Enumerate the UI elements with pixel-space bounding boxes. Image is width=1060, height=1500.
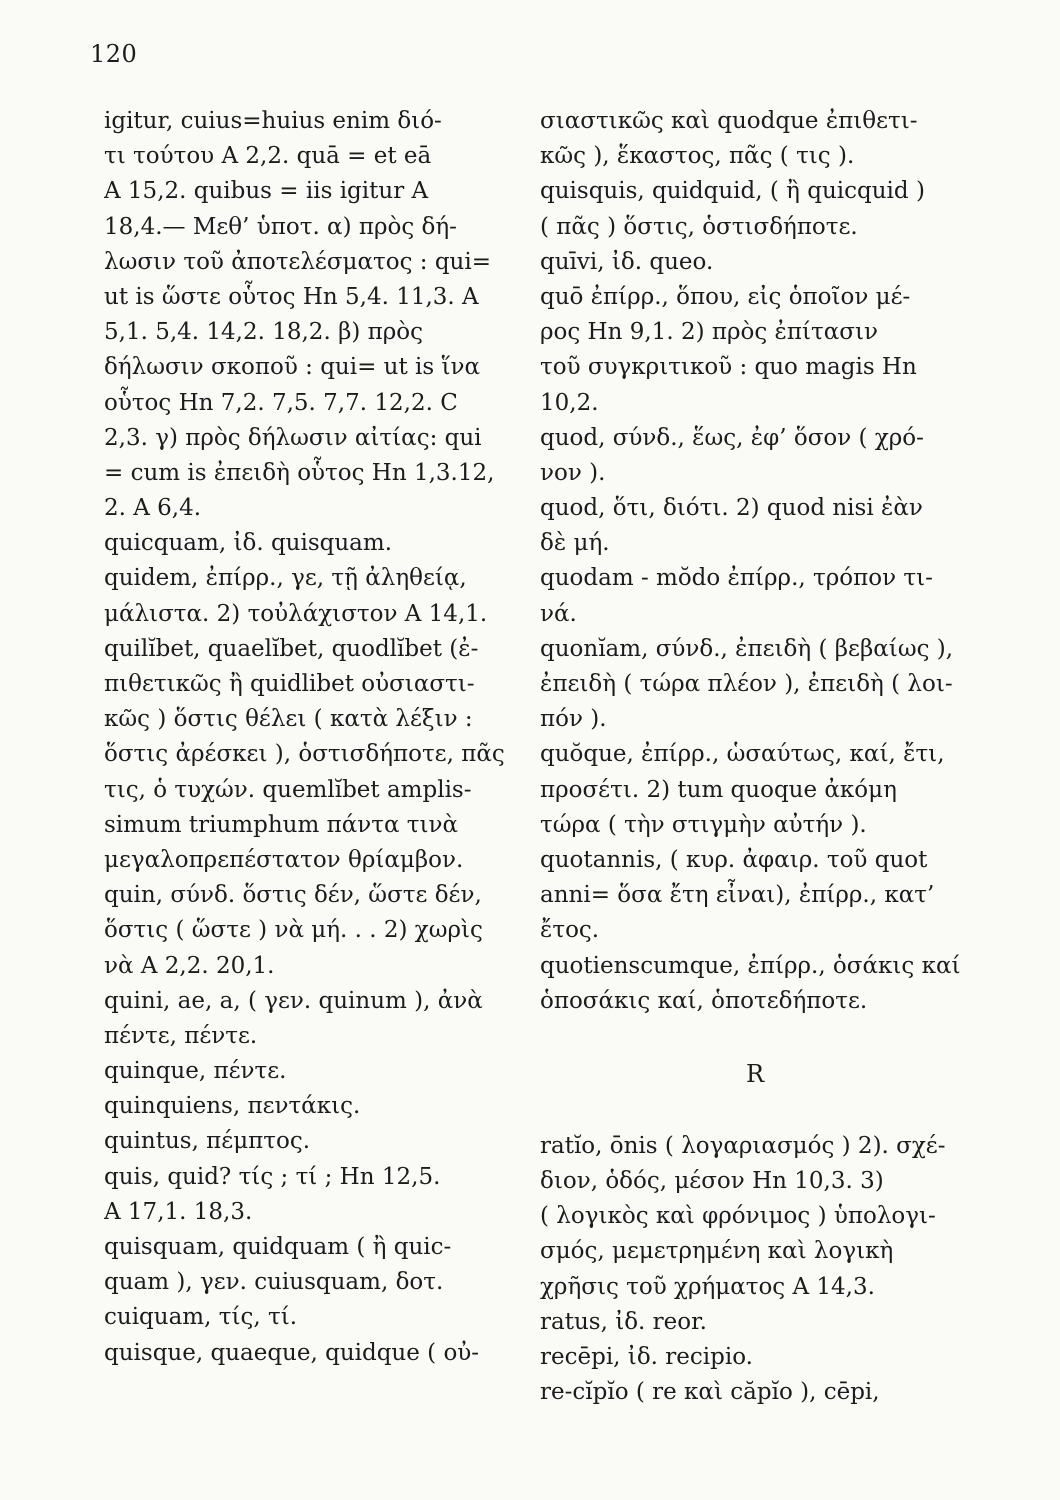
text-line: quō ἐπίρρ., ὅπου, εἰς ὁποῖον μέ- [540,283,911,310]
text-line: τις, ὁ τυχών. quemlĭbet amplis- [104,776,472,803]
page-number: 120 [90,40,138,68]
text-line: οὗτος Hn 7,2. 7,5. 7,7. 12,2. C [104,389,458,416]
text-line: quotannis, ( κυρ. ἀφαιρ. τοῦ quot [540,846,928,873]
text-line: ἐπειδὴ ( τώρα πλέον ), ἐπειδὴ ( λοι- [540,671,953,697]
text-line: σμός, μεμετρημένη καὶ λογικὴ [540,1238,894,1265]
section-letter-heading: R [745,1059,765,1088]
text-line: ratĭo, ōnis ( λογαριασμός ) 2). σχέ- [540,1132,946,1159]
text-line: χρῆσις τοῦ χρήματος A 14,3. [540,1273,875,1300]
text-line: recēpi, ἰδ. recipio. [540,1344,753,1370]
text-line: quīvi, ἰδ. queo. [540,248,714,275]
text-line: 5,1. 5,4. 14,2. 18,2. β) πρὸς [104,319,424,346]
text-line: ὁποσάκις καί, ὁποτεδήποτε. [540,987,868,1014]
text-line: 2. A 6,4. [104,495,202,522]
text-line: quisquis, quidquid, ( ἢ quicquid ) [540,178,925,205]
text-line: anni= ὅσα ἔτη εἶναι), ἐπίρρ., κατ’ [540,882,935,909]
text-line: cuiquam, τίς, τί. [104,1304,298,1331]
right-column-bottom-entries [540,1129,970,1411]
text-line: τι τούτου A 2,2. quā = et eā [104,143,432,170]
text-line: A 15,2. quibus = iis igitur A [104,178,429,205]
text-line: νά. [540,600,577,627]
text-line: ut is ὥστε οὗτος Hn 5,4. 11,3. A [104,283,479,310]
text-line: quisquam, quidquam ( ἢ quic- [104,1234,452,1260]
text-line: μεγαλοπρεπέστατον θρίαμβον. [104,846,464,873]
text-line: κῶς ) ὅστις θέλει ( κατὰ λέξιν : [104,706,473,733]
text-line: μάλιστα. 2) τοὐλάχιστον A 14,1. [104,600,488,627]
text-line: ratus, ἰδ. reor. [540,1308,707,1335]
section-gap [540,1099,970,1129]
text-line: quodam - mŏdo ἐπίρρ., τρόπον τι- [540,565,933,592]
text-line: quinquiens, πεντάκις. [104,1093,361,1120]
text-line: quini, ae, a, ( γεν. quinum ), ἀνὰ [104,987,483,1014]
text-line: quicquam, ἰδ. quisquam. [104,530,393,557]
text-line: quod, σύνδ., ἕως, ἐφ’ ὅσον ( χρό- [540,424,924,451]
text-line: πέντε, πέντε. [104,1022,258,1049]
text-line: προσέτι. 2) tum quoque ἀκόμη [540,776,897,803]
text-line: τώρα ( τὴν στιγμὴν αὐτήν ). [540,811,867,838]
text-line: ( λογικὸς καὶ φρόνιμος ) ὑπολογι- [540,1203,936,1230]
text-line: νὰ A 2,2. 20,1. [104,952,275,979]
text-line: 18,4.— Μεθ’ ὑποτ. α) πρὸς δή- [104,213,457,240]
text-line: ὅστις ( ὥστε ) νὰ μή. . . 2) χωρὶς [104,917,483,944]
text-line: τοῦ συγκριτικοῦ : quo magis Hn [540,354,917,381]
text-line: quŏque, ἐπίρρ., ὡσαύτως, καί, ἔτι, [540,741,945,768]
text-line: re-cĭpĭo ( re καὶ căpĭo ), cēpi, [540,1379,880,1406]
text-line: σιαστικῶς καὶ quodque ἐπιθετι- [540,108,918,134]
text-line: quis, quid? τίς ; τί ; Hn 12,5. [104,1163,441,1190]
text-line: δήλωσιν σκοποῦ : qui= ut is ἵνα [104,354,481,381]
text-line: λωσιν τοῦ ἀποτελέσματος : qui= [104,248,492,275]
text-line: κῶς ), ἕκαστος, πᾶς ( τις ). [540,143,855,170]
text-line: simum triumphum πάντα τινὰ [104,811,459,838]
text-line: ( πᾶς ) ὅστις, ὁστισδήποτε. [540,213,858,240]
text-line: quintus, πέμπτος. [104,1128,311,1155]
text-line: quam ), γεν. cuiusquam, δοτ. [104,1269,444,1296]
left-column [104,104,534,1371]
text-line: quod, ὅτι, διότι. 2) quod nisi ἐὰν [540,495,923,522]
text-line: δὲ μή. [540,530,610,557]
section-gap [540,1019,970,1049]
text-line: quisque, quaeque, quidque ( οὐ- [104,1339,480,1366]
text-line: 10,2. [540,389,599,416]
text-line: A 17,1. 18,3. [104,1198,253,1225]
text-line: quonĭam, σύνδ., ἐπειδὴ ( βεβαίως ), [540,635,954,662]
text-line: quinque, πέντε. [104,1058,287,1085]
text-line: ὅστις ἀρέσκει ), ὁστισδήποτε, πᾶς [104,741,505,768]
text-line: πόν ). [540,706,607,733]
text-line: νον ). [540,459,606,486]
text-line: quin, σύνδ. ὅστις δέν, ὥστε δέν, [104,882,482,909]
text-line: ἔτος. [540,917,600,944]
text-line: διον, ὁδός, μέσον Hn 10,3. 3) [540,1168,884,1195]
text-line: quotienscumque, ἐπίρρ., ὁσάκις καί [540,952,961,979]
text-line: 2,3. γ) πρὸς δήλωσιν αἰτίας: qui [104,424,482,451]
right-column [540,104,970,1410]
text-line: quilĭbet, quaelĭbet, quodlĭbet (ἐ- [104,635,479,662]
text-line: quidem, ἐπίρρ., γε, τῇ ἀληθείᾳ, [104,565,467,592]
text-line: igitur, cuius=huius enim διό- [104,108,442,134]
text-line: ρος Hn 9,1. 2) πρὸς ἐπίτασιν [540,319,878,346]
text-line: πιθετικῶς ἢ quidlibet οὐσιαστι- [104,671,475,697]
text-line: = cum is ἐπειδὴ οὗτος Hn 1,3.12, [104,459,495,486]
right-column-top-entries [540,104,970,1019]
